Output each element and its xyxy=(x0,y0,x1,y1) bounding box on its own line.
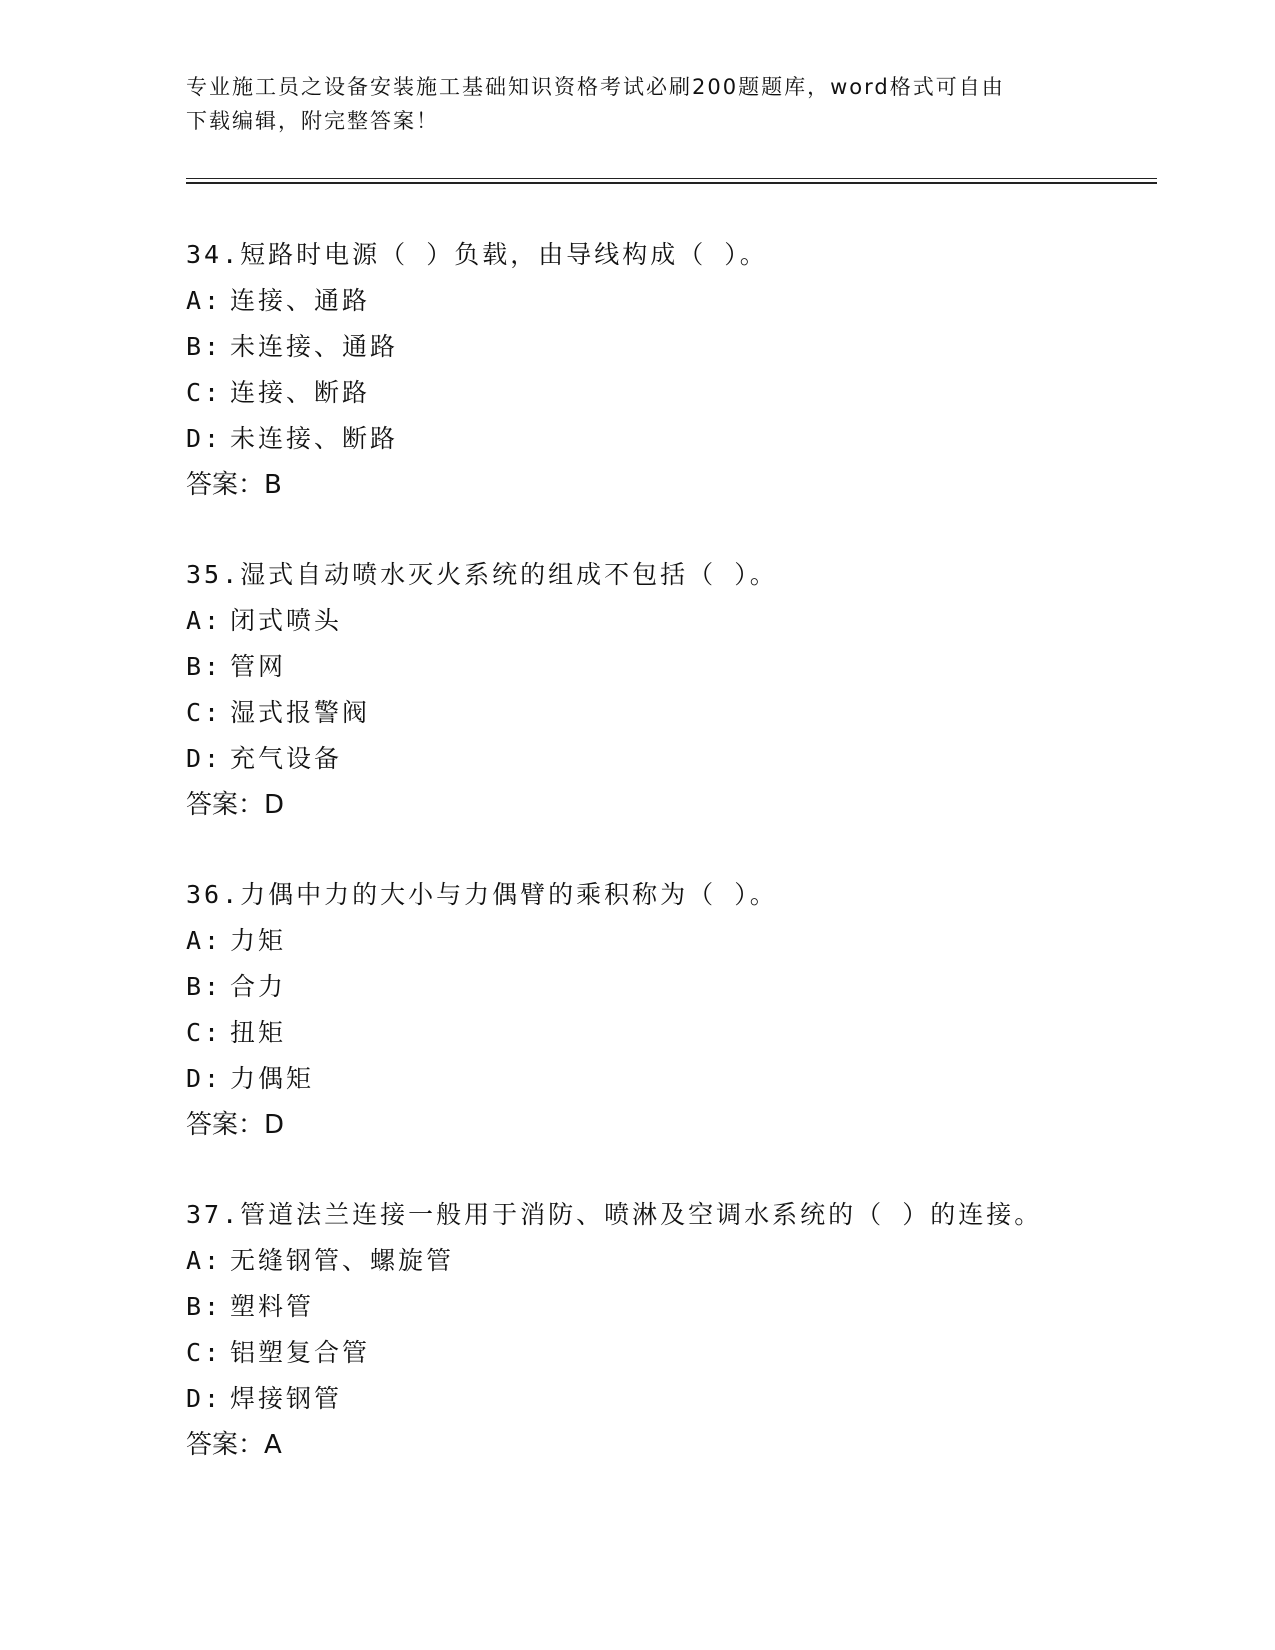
option-letter: D: xyxy=(186,1384,223,1413)
option-letter: C: xyxy=(186,1338,223,1367)
question-stem: 37.管道法兰连接一般用于消防、喷淋及空调水系统的（ ）的连接。 xyxy=(186,1200,1043,1229)
option-c xyxy=(186,1330,1166,1376)
question-36 xyxy=(186,872,1166,1192)
option-letter: B: xyxy=(186,972,223,1001)
answer-line: 答案：A xyxy=(186,1430,282,1460)
question-34 xyxy=(186,232,1166,552)
option-a xyxy=(186,598,1166,644)
option-text: 充气设备 xyxy=(230,744,343,773)
header-divider-thick xyxy=(186,182,1157,184)
option-text: 铝塑复合管 xyxy=(230,1338,371,1367)
question-list xyxy=(186,232,1166,1512)
option-d xyxy=(186,1056,1166,1102)
option-letter: A: xyxy=(186,926,223,955)
question-37 xyxy=(186,1192,1166,1512)
option-b xyxy=(186,964,1166,1010)
option-b xyxy=(186,644,1166,690)
option-text: 扭矩 xyxy=(230,1018,287,1047)
header-line-2: 下载编辑，附完整答案！ xyxy=(186,109,439,133)
option-text: 力偶矩 xyxy=(230,1064,315,1093)
option-letter: C: xyxy=(186,698,223,727)
option-d xyxy=(186,1376,1166,1422)
option-letter: C: xyxy=(186,378,223,407)
option-a xyxy=(186,278,1166,324)
header-line-1: 专业施工员之设备安装施工基础知识资格考试必刷200题题库，word格式可自由 xyxy=(186,75,1005,99)
option-letter: B: xyxy=(186,652,223,681)
option-letter: D: xyxy=(186,424,223,453)
option-letter: B: xyxy=(186,1292,223,1321)
option-letter: A: xyxy=(186,606,223,635)
option-c xyxy=(186,1010,1166,1056)
option-c xyxy=(186,690,1166,736)
header-divider-thin xyxy=(186,178,1157,179)
option-text: 连接、通路 xyxy=(230,286,371,315)
option-text: 塑料管 xyxy=(230,1292,315,1321)
option-text: 闭式喷头 xyxy=(230,606,343,635)
option-letter: D: xyxy=(186,1064,223,1093)
option-text: 力矩 xyxy=(230,926,287,955)
option-letter: A: xyxy=(186,1246,223,1275)
option-text: 湿式报警阀 xyxy=(230,698,371,727)
option-text: 管网 xyxy=(230,652,287,681)
option-d xyxy=(186,416,1166,462)
question-stem: 36.力偶中力的大小与力偶臂的乘积称为（ ）。 xyxy=(186,880,778,909)
option-letter: C: xyxy=(186,1018,223,1047)
option-b xyxy=(186,1284,1166,1330)
option-text: 未连接、断路 xyxy=(230,424,399,453)
option-b xyxy=(186,324,1166,370)
option-c xyxy=(186,370,1166,416)
option-text: 无缝钢管、螺旋管 xyxy=(230,1246,455,1275)
option-a xyxy=(186,1238,1166,1284)
option-letter: B: xyxy=(186,332,223,361)
answer-line: 答案：B xyxy=(186,470,282,500)
option-text: 未连接、通路 xyxy=(230,332,399,361)
option-d xyxy=(186,736,1166,782)
answer-line: 答案：D xyxy=(186,790,285,820)
option-text: 合力 xyxy=(230,972,287,1001)
option-text: 连接、断路 xyxy=(230,378,371,407)
option-letter: D: xyxy=(186,744,223,773)
option-a xyxy=(186,918,1166,964)
answer-line: 答案：D xyxy=(186,1110,285,1140)
option-text: 焊接钢管 xyxy=(230,1384,343,1413)
question-stem: 34.短路时电源（ ）负载，由导线构成（ ）。 xyxy=(186,240,768,269)
question-stem: 35.湿式自动喷水灭火系统的组成不包括（ ）。 xyxy=(186,560,778,589)
document-header xyxy=(186,70,1086,138)
question-35 xyxy=(186,552,1166,872)
option-letter: A: xyxy=(186,286,223,315)
